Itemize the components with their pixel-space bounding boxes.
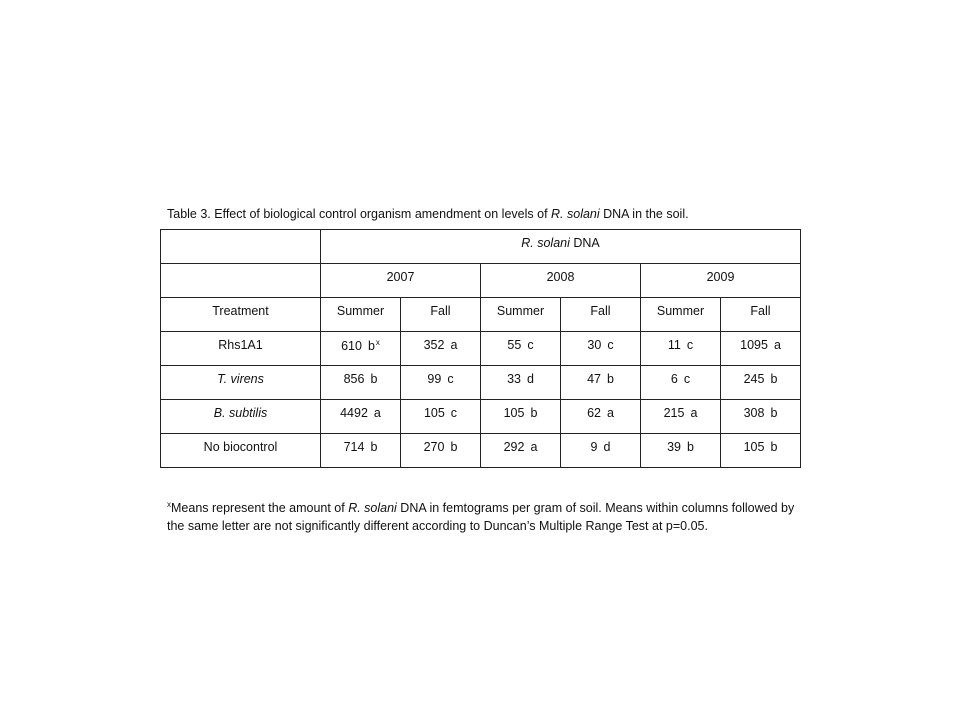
value-wrap [668, 338, 693, 352]
value-cell [401, 400, 481, 434]
value-number: 856 [343, 372, 365, 386]
treatment-cell: T. virens [161, 366, 321, 400]
value-wrap [587, 338, 613, 352]
value-superscript: x [375, 338, 380, 347]
caption-prefix: Table 3. Effect of biological control organism amendment on levels of [167, 207, 552, 221]
value-cell [561, 434, 641, 468]
season-header: Summer [321, 298, 401, 332]
value-number: 55 [507, 338, 522, 352]
value-letter: d [603, 440, 611, 454]
value-cell [721, 434, 801, 468]
value-cell [481, 400, 561, 434]
header-empty-cell [161, 264, 321, 298]
value-letter: a [690, 406, 698, 420]
value-cell [401, 366, 481, 400]
table-footnote [167, 496, 797, 535]
value-letter: a [606, 406, 614, 420]
value-cell [721, 400, 801, 434]
value-letter: a [450, 338, 458, 352]
value-number: 99 [427, 372, 442, 386]
value-letter: c [607, 338, 614, 352]
value-wrap [587, 372, 614, 386]
footnote-marker: x [167, 500, 171, 509]
data-table [160, 229, 801, 468]
season-header: Fall [401, 298, 481, 332]
value-number: 30 [587, 338, 602, 352]
value-letter: b [370, 440, 378, 454]
value-letter: b [686, 440, 694, 454]
value-number: 308 [743, 406, 765, 420]
value-number: 352 [423, 338, 445, 352]
value-number: 6 [670, 372, 678, 386]
group-header-organism: R. solani [521, 236, 570, 250]
value-wrap [424, 406, 457, 420]
value-number: 714 [343, 440, 365, 454]
value-letter: c [527, 338, 534, 352]
header-row-years [161, 264, 801, 298]
footnote-organism: R. solani [348, 501, 397, 516]
footnote-suffix: DNA in femtograms per gram of soil. Means within columns followed by the same letter are not significantly different according to Duncan’s Multiple Range Test at p=0.05. [167, 501, 795, 534]
value-wrap [744, 440, 778, 454]
season-header: Summer [641, 298, 721, 332]
value-number: 105 [743, 440, 765, 454]
value-wrap [504, 440, 538, 454]
season-header: Fall [561, 298, 641, 332]
value-cell [641, 400, 721, 434]
value-letter: c [450, 406, 458, 420]
table-row [161, 400, 801, 434]
table-row [161, 332, 801, 366]
value-cell [481, 366, 561, 400]
value-letter: d [526, 372, 534, 386]
value-wrap [740, 338, 781, 352]
value-cell [321, 332, 401, 366]
value-number: 270 [423, 440, 445, 454]
value-wrap [340, 406, 381, 420]
value-cell [641, 332, 721, 366]
value-cell [481, 434, 561, 468]
value-letter: b [530, 406, 538, 420]
value-wrap [671, 372, 690, 386]
value-letter: b [770, 372, 778, 386]
value-wrap [664, 406, 698, 420]
group-header [321, 230, 801, 264]
value-cell [721, 332, 801, 366]
value-wrap [744, 372, 778, 386]
value-wrap [424, 440, 458, 454]
value-letter: b [770, 440, 778, 454]
caption-suffix: DNA in the soil. [599, 207, 689, 221]
value-letter: b [450, 440, 458, 454]
value-number: 62 [587, 406, 601, 420]
value-letter: c [447, 372, 454, 386]
value-letter: b [770, 406, 778, 420]
value-number: 292 [503, 440, 525, 454]
group-header-suffix: DNA [569, 236, 600, 250]
value-wrap [341, 338, 380, 353]
value-number: 9 [590, 440, 598, 454]
value-cell [561, 332, 641, 366]
value-number: 105 [503, 406, 525, 420]
treatment-cell: Rhs1A1 [161, 332, 321, 366]
value-cell [561, 400, 641, 434]
value-number: 245 [743, 372, 765, 386]
year-header: 2007 [321, 264, 481, 298]
value-letter: a [530, 440, 538, 454]
table-row [161, 366, 801, 400]
value-number: 4492 [340, 406, 368, 420]
caption-organism: R. solani [551, 207, 600, 221]
treatment-cell: B. subtilis [161, 400, 321, 434]
value-cell [641, 366, 721, 400]
header-row-group [161, 230, 801, 264]
value-cell [321, 400, 401, 434]
value-letter: b [367, 339, 375, 354]
header-empty-cell [161, 230, 321, 264]
value-cell [401, 332, 481, 366]
value-letter: c [686, 338, 694, 352]
value-number: 1095 [740, 338, 768, 352]
value-wrap [504, 406, 538, 420]
value-number: 215 [663, 406, 685, 420]
value-number: 33 [507, 372, 521, 386]
value-letter: b [606, 372, 614, 386]
season-header: Summer [481, 298, 561, 332]
value-wrap [667, 440, 694, 454]
footnote-prefix: Means represent the amount of [171, 501, 349, 516]
value-letter: a [773, 338, 781, 352]
value-letter: b [370, 372, 378, 386]
table-row [161, 434, 801, 468]
value-cell [721, 366, 801, 400]
table-caption [167, 207, 689, 221]
value-wrap [507, 338, 533, 352]
value-wrap [344, 440, 378, 454]
value-cell [561, 366, 641, 400]
value-cell [481, 332, 561, 366]
value-letter: a [373, 406, 381, 420]
value-wrap [591, 440, 611, 454]
value-number: 11 [667, 338, 681, 352]
value-wrap [587, 406, 614, 420]
value-cell [401, 434, 481, 468]
year-header: 2009 [641, 264, 801, 298]
value-wrap [424, 338, 458, 352]
value-wrap [744, 406, 778, 420]
year-header: 2008 [481, 264, 641, 298]
value-cell [321, 366, 401, 400]
value-cell [641, 434, 721, 468]
header-row-seasons [161, 298, 801, 332]
value-number: 47 [587, 372, 601, 386]
value-wrap [344, 372, 378, 386]
value-number: 39 [667, 440, 681, 454]
value-wrap [427, 372, 453, 386]
value-letter: c [683, 372, 691, 386]
treatment-header: Treatment [161, 298, 321, 332]
season-header: Fall [721, 298, 801, 332]
value-number: 610 [341, 339, 362, 354]
value-wrap [507, 372, 534, 386]
treatment-cell: No biocontrol [161, 434, 321, 468]
value-cell [321, 434, 401, 468]
value-number: 105 [423, 406, 445, 420]
